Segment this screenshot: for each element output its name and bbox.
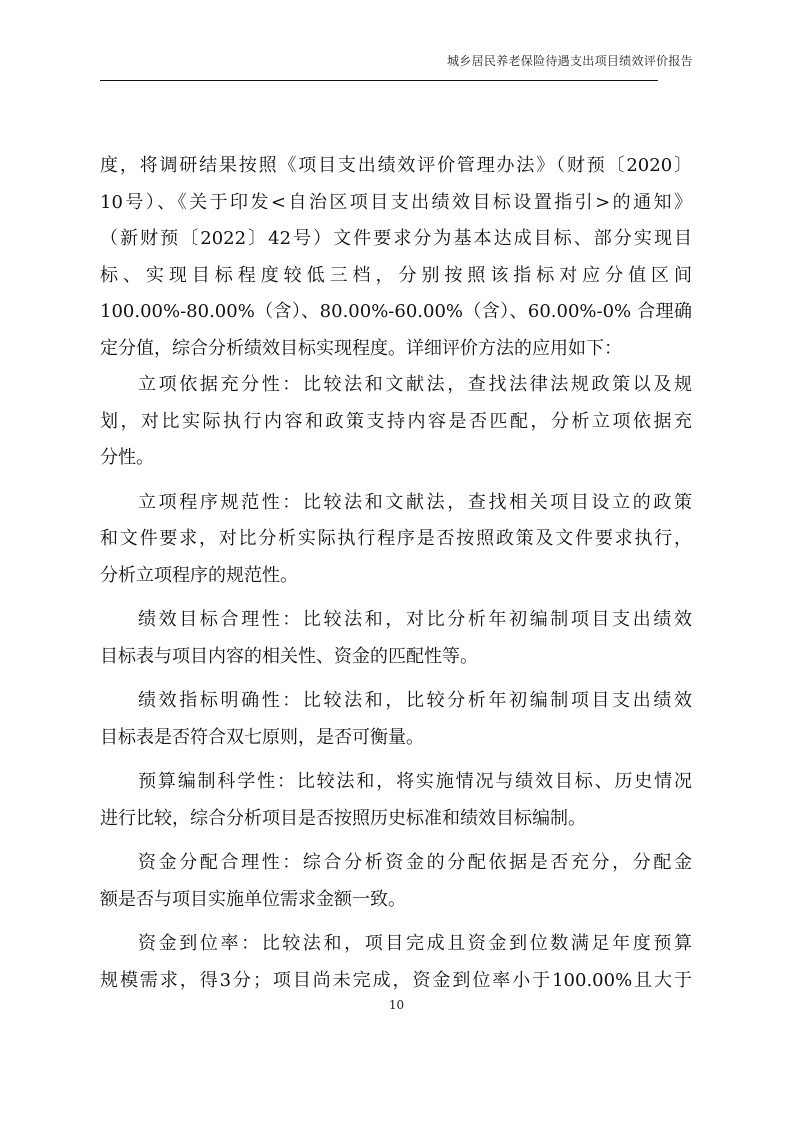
body-line: 资金到位率：比较法和，项目完成且资金到位数满足年度预算 bbox=[138, 933, 692, 954]
body-line: 立项依据充分性：比较法和文献法，查找法律法规政策以及规 bbox=[138, 374, 692, 395]
body-line: 定分值，综合分析绩效目标实现程度。详细评价方法的应用如下： bbox=[100, 337, 622, 359]
body-line: 资金分配合理性：综合分析资金的分配依据是否充分，分配金 bbox=[138, 852, 692, 873]
body-line: 额是否与项目实施单位需求金额一致。 bbox=[100, 888, 406, 910]
page-number: 10 bbox=[388, 998, 405, 1012]
body-line: 和文件要求，对比分析实际执行程序是否按照政策及文件要求执行， bbox=[100, 528, 692, 549]
running-header: 城乡居民养老保险待遇支出项目绩效评价报告 bbox=[446, 54, 693, 68]
body-line: 规模需求，得3分；项目尚未完成，资金到位率小于100.00%且大于 bbox=[100, 969, 692, 991]
body-line: 划，对比实际执行内容和政策支持内容是否匹配，分析立项依据充 bbox=[100, 410, 692, 432]
body-line: 预算编制科学性：比较法和，将实施情况与绩效目标、历史情况 bbox=[138, 771, 692, 792]
body-line: 目标表与项目内容的相关性、资金的匹配性等。 bbox=[100, 645, 478, 667]
body-line: 目标表是否符合双七原则，是否可衡量。 bbox=[100, 726, 424, 748]
body-line: 10号）、《关于印发<自治区项目支出绩效目标设置指引>的通知》 bbox=[100, 191, 692, 213]
header-rule bbox=[100, 80, 658, 81]
body-line: 绩效目标合理性：比较法和，对比分析年初编制项目支出绩效 bbox=[138, 609, 692, 630]
body-line: 绩效指标明确性：比较法和，比较分析年初编制项目支出绩效 bbox=[138, 690, 692, 711]
body-text bbox=[100, 148, 692, 999]
body-line: 分性。 bbox=[100, 447, 154, 468]
body-line: 100.00%-80.00%（含）、80.00%-60.00%（含）、60.00%-0% 合理确 bbox=[100, 301, 692, 322]
body-line: 标、实现目标程度较低三档，分别按照该指标对应分值区间 bbox=[100, 264, 692, 286]
body-line: 分析立项程序的规范性。 bbox=[100, 564, 298, 586]
body-line: 进行比较，综合分析项目是否按照历史标准和绩效目标编制。 bbox=[100, 807, 586, 829]
body-line: （新财预〔2022〕42号）文件要求分为基本达成目标、部分实现目 bbox=[100, 228, 692, 249]
body-line: 立项程序规范性：比较法和文献法，查找相关项目设立的政策 bbox=[138, 491, 692, 513]
body-line: 度，将调研结果按照《项目支出绩效评价管理办法》（财预〔2020〕 bbox=[100, 155, 692, 176]
